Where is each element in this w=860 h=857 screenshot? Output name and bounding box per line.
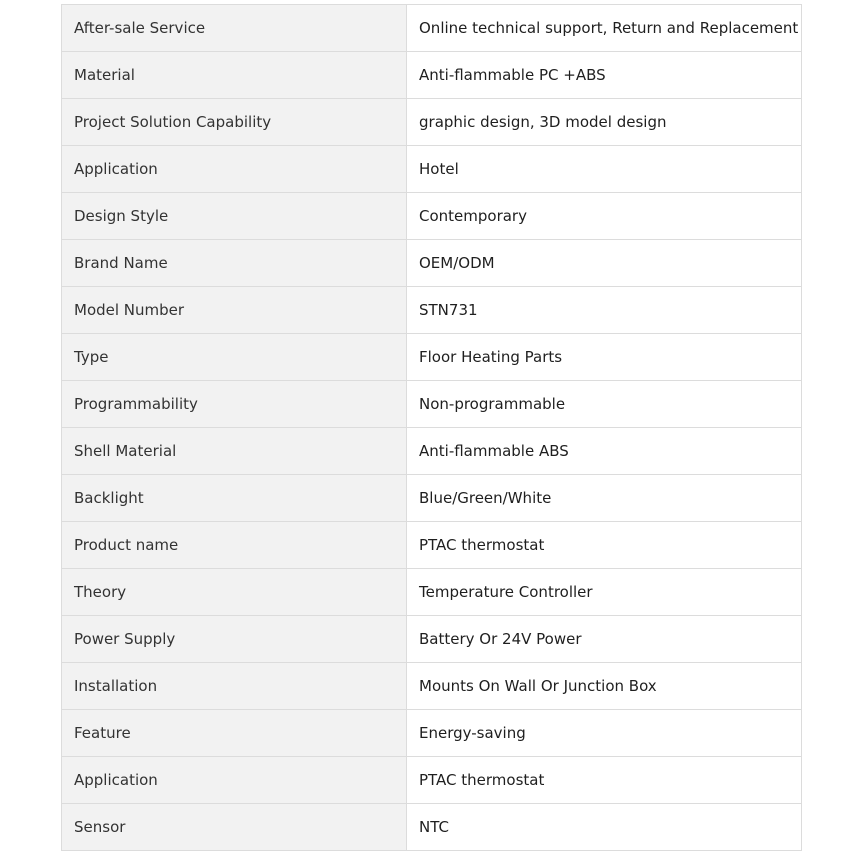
spec-label: Installation — [62, 663, 407, 710]
spec-value: NTC — [407, 804, 802, 851]
table-row — [62, 287, 802, 334]
spec-label: Type — [62, 334, 407, 381]
spec-value: Blue/Green/White — [407, 475, 802, 522]
spec-label: Sensor — [62, 804, 407, 851]
spec-label: Backlight — [62, 475, 407, 522]
spec-label: Theory — [62, 569, 407, 616]
spec-value: PTAC thermostat — [407, 522, 802, 569]
table-row — [62, 616, 802, 663]
table-row — [62, 522, 802, 569]
table-row — [62, 381, 802, 428]
table-row — [62, 804, 802, 851]
spec-label: Brand Name — [62, 240, 407, 287]
table-row — [62, 757, 802, 804]
spec-label: Application — [62, 757, 407, 804]
spec-value: Hotel — [407, 146, 802, 193]
spec-value: Temperature Controller — [407, 569, 802, 616]
table-row — [62, 193, 802, 240]
spec-label: After-sale Service — [62, 5, 407, 52]
table-row — [62, 710, 802, 757]
spec-label: Material — [62, 52, 407, 99]
table-row — [62, 240, 802, 287]
spec-value: Anti-flammable PC +ABS — [407, 52, 802, 99]
spec-value: Contemporary — [407, 193, 802, 240]
spec-value: PTAC thermostat — [407, 757, 802, 804]
spec-value: Anti-flammable ABS — [407, 428, 802, 475]
table-row — [62, 5, 802, 52]
table-row — [62, 569, 802, 616]
spec-value: OEM/ODM — [407, 240, 802, 287]
spec-value: STN731 — [407, 287, 802, 334]
spec-value: graphic design, 3D model design — [407, 99, 802, 146]
spec-label: Design Style — [62, 193, 407, 240]
table-row — [62, 475, 802, 522]
table-row — [62, 146, 802, 193]
spec-value: Online technical support, Return and Replacement — [407, 5, 802, 52]
spec-label: Project Solution Capability — [62, 99, 407, 146]
spec-label: Programmability — [62, 381, 407, 428]
spec-value: Non-programmable — [407, 381, 802, 428]
table-row — [62, 52, 802, 99]
spec-label: Product name — [62, 522, 407, 569]
table-row — [62, 428, 802, 475]
spec-label: Power Supply — [62, 616, 407, 663]
spec-label: Model Number — [62, 287, 407, 334]
spec-value: Mounts On Wall Or Junction Box — [407, 663, 802, 710]
table-row — [62, 99, 802, 146]
table-row — [62, 334, 802, 381]
spec-label: Shell Material — [62, 428, 407, 475]
spec-table — [61, 4, 802, 851]
spec-value: Battery Or 24V Power — [407, 616, 802, 663]
table-row — [62, 663, 802, 710]
spec-label: Application — [62, 146, 407, 193]
spec-value: Floor Heating Parts — [407, 334, 802, 381]
spec-value: Energy-saving — [407, 710, 802, 757]
spec-label: Feature — [62, 710, 407, 757]
